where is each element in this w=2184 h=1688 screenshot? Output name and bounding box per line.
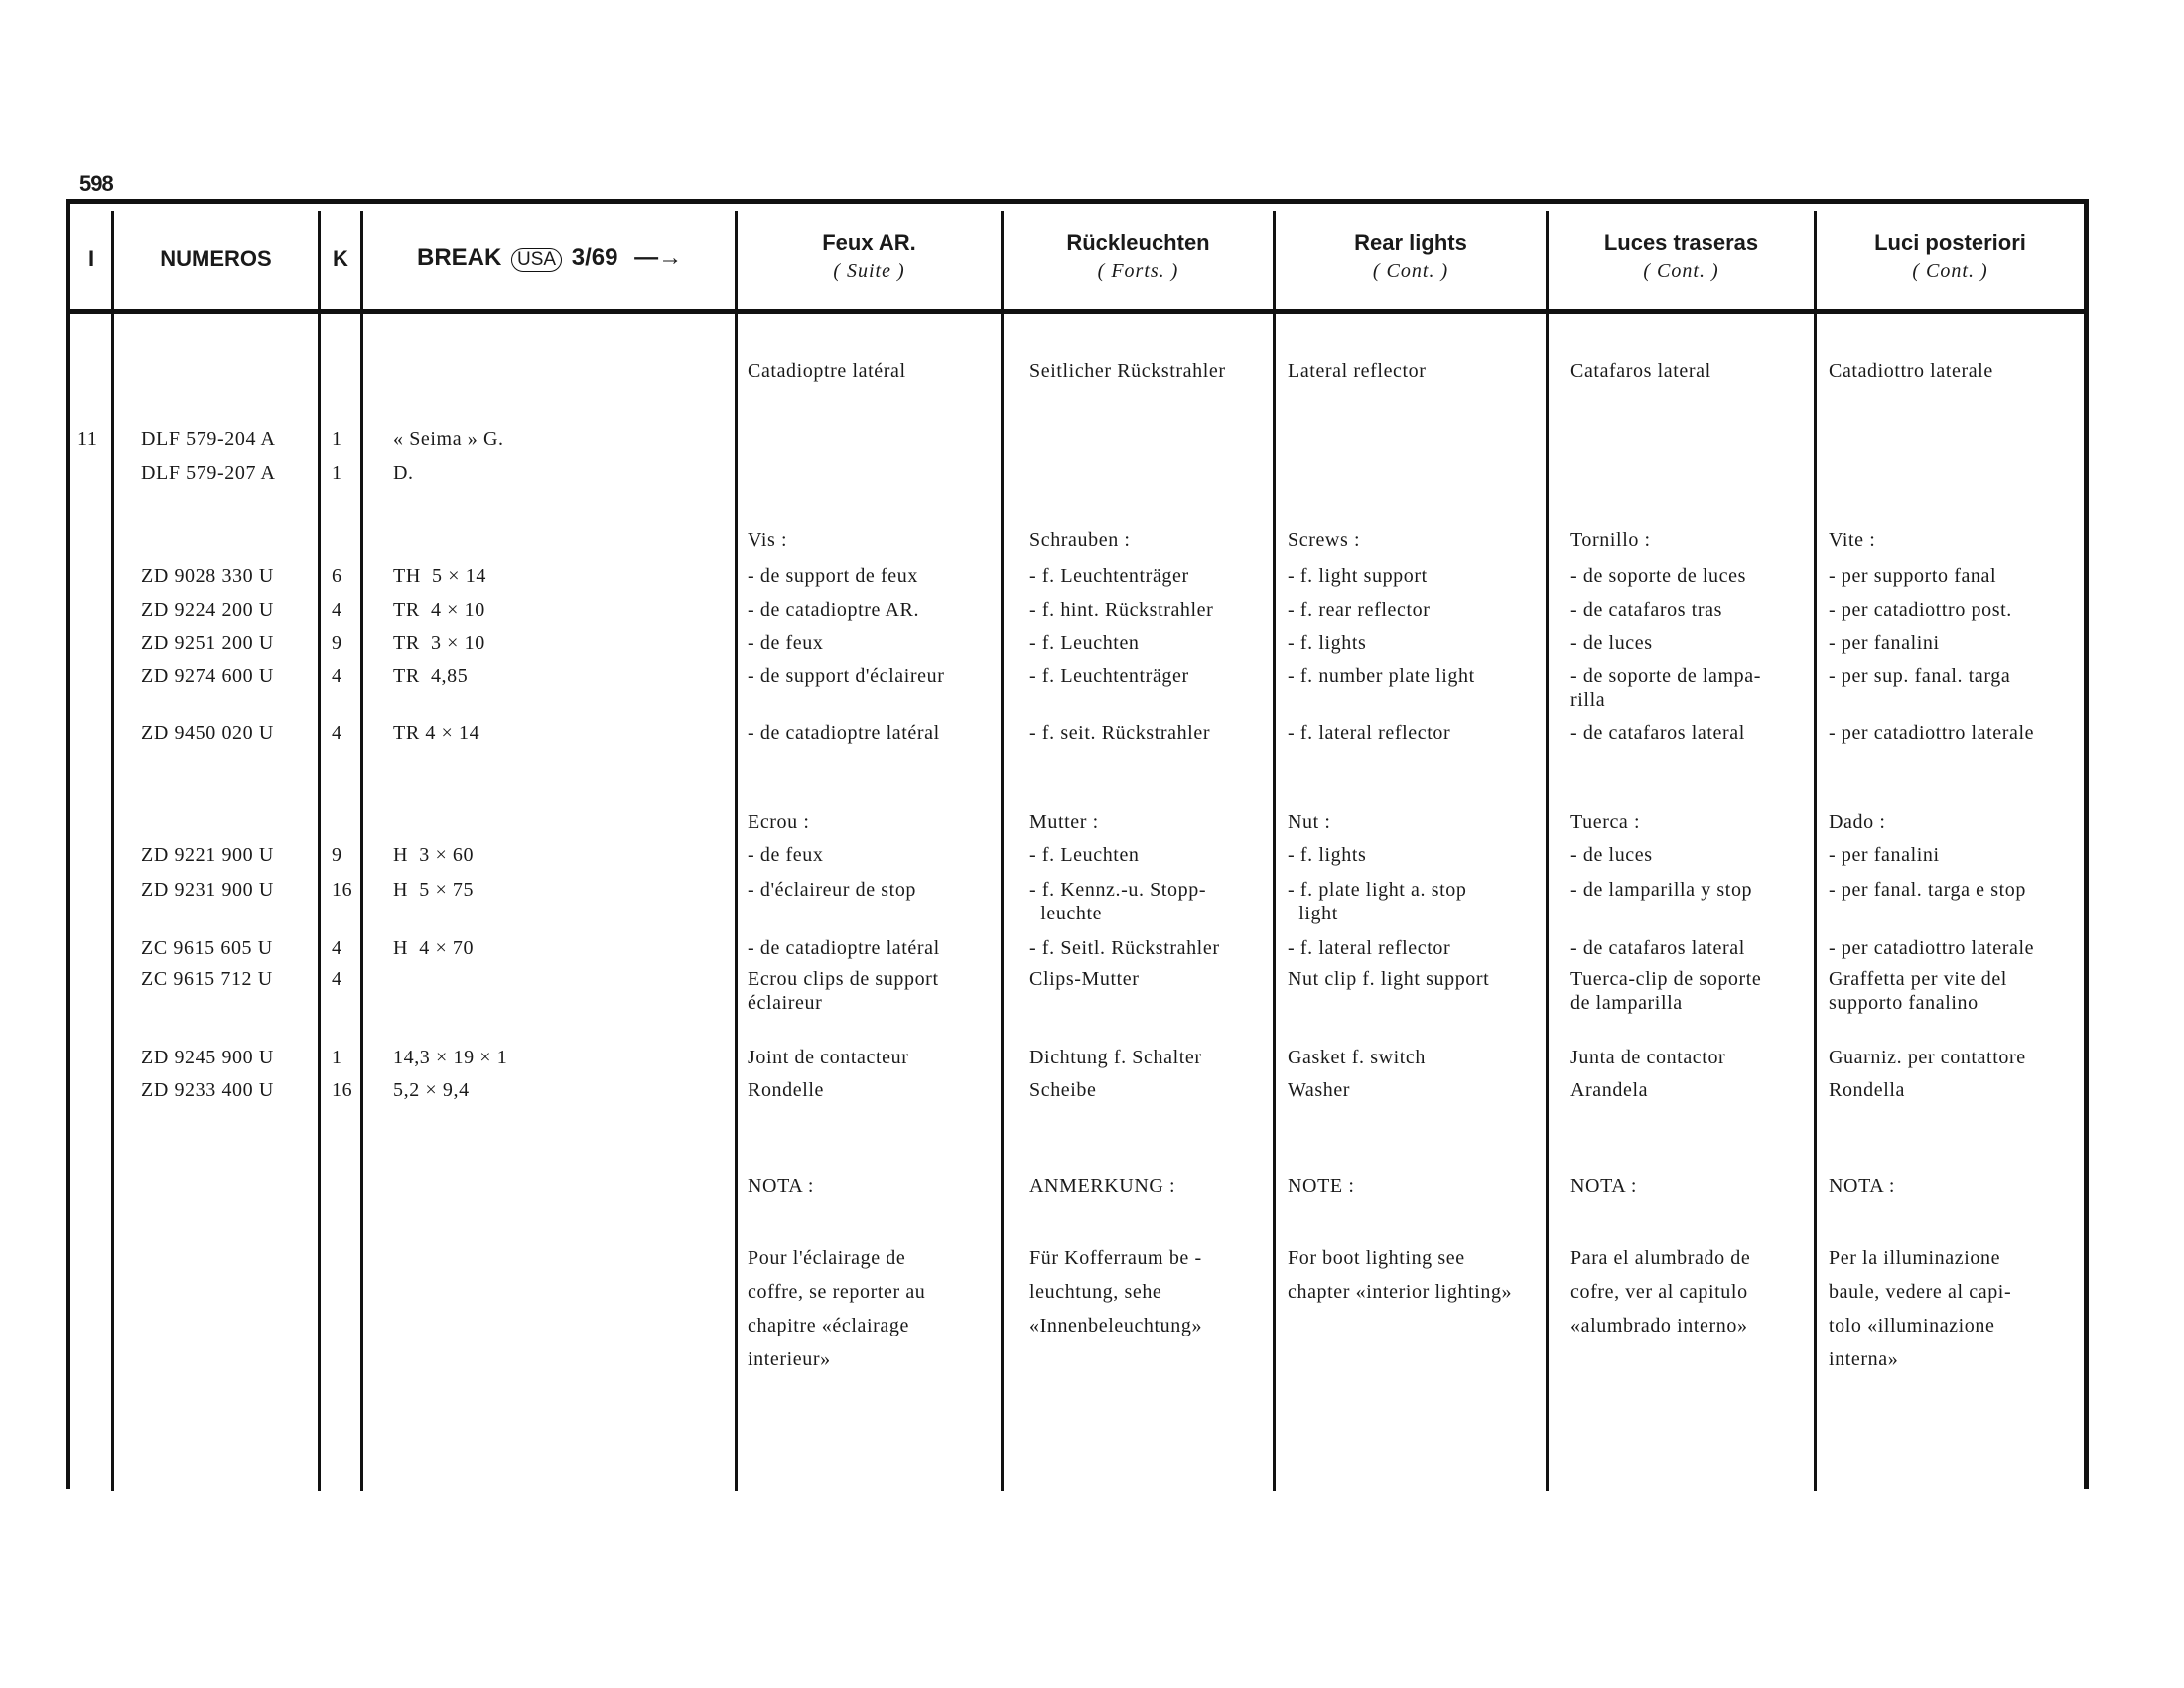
header-lang-en-sub: ( Cont. ) — [1372, 260, 1449, 282]
table-cell-de: - f. Leuchtenträger — [1029, 665, 1189, 687]
table-cell-num: ZD 9224 200 U — [141, 599, 274, 621]
header-lang-en — [1276, 230, 1546, 283]
table-cell-fr: - de catadioptre AR. — [748, 599, 920, 621]
table-cell-en: - f. lights — [1288, 633, 1367, 654]
table-cell-it: - per fanalini — [1829, 633, 1940, 654]
table-cell-fr: - de support de feux — [748, 565, 918, 587]
table-cell-desc: H 3 × 60 — [393, 844, 475, 866]
table-cell-it: - per catadiottro laterale — [1829, 722, 2035, 744]
table-cell-en: For boot lighting see chapter «interior lighting» — [1288, 1247, 1513, 1303]
table-cell-it: - per sup. fanal. targa — [1829, 665, 2011, 687]
table-cell-k: 1 — [332, 428, 342, 450]
header-numeros-label: NUMEROS — [160, 246, 272, 271]
table-cell-de: Schrauben : — [1029, 529, 1131, 551]
table-cell-de: - f. Leuchten — [1029, 633, 1140, 654]
table-cell-it: - per catadiottro laterale — [1829, 937, 2035, 959]
table-cell-es: Tornillo : — [1570, 529, 1651, 551]
header-lang-it-sub: ( Cont. ) — [1912, 260, 1988, 282]
table-cell-desc: H 4 × 70 — [393, 937, 475, 959]
header-rule — [66, 309, 2089, 314]
table-cell-it: Dado : — [1829, 811, 1886, 833]
table-cell-de: Dichtung f. Schalter — [1029, 1047, 1202, 1068]
table-cell-desc: TR 3 × 10 — [393, 633, 485, 654]
table-cell-k: 4 — [332, 599, 342, 621]
table-cell-k: 9 — [332, 633, 342, 654]
page-number: 598 — [79, 171, 113, 196]
table-cell-num: ZC 9615 605 U — [141, 937, 273, 959]
col-divider-k — [360, 211, 363, 1491]
header-break-date: 3/69 — [571, 244, 618, 271]
col-divider-break — [735, 211, 738, 1491]
table-cell-de: Mutter : — [1029, 811, 1099, 833]
col-divider-en — [1546, 211, 1549, 1491]
table-cell-de: Seitlicher Rückstrahler — [1029, 360, 1226, 382]
table-cell-es: Catafaros lateral — [1570, 360, 1711, 382]
header-k — [321, 246, 360, 272]
table-cell-fr: Rondelle — [748, 1079, 825, 1101]
table-cell-de: Clips-Mutter — [1029, 968, 1140, 990]
table-cell-es: - de lamparilla y stop — [1570, 879, 1753, 901]
table-cell-en: - f. lateral reflector — [1288, 937, 1451, 959]
table-cell-es: - de catafaros tras — [1570, 599, 1722, 621]
col-divider-de — [1273, 211, 1276, 1491]
table-cell-desc: 14,3 × 19 × 1 — [393, 1047, 508, 1068]
table-cell-k: 16 — [332, 1079, 353, 1101]
table-cell-en: Washer — [1288, 1079, 1351, 1101]
header-index — [69, 246, 113, 272]
table-cell-de: - f. seit. Rückstrahler — [1029, 722, 1211, 744]
table-cell-fr: Ecrou clips de support éclaireur — [748, 968, 939, 1014]
table-cell-de: - f. Leuchtenträger — [1029, 565, 1189, 587]
table-cell-fr: - de catadioptre latéral — [748, 937, 940, 959]
header-k-label: K — [333, 246, 348, 271]
table-cell-fr: - de support d'éclaireur — [748, 665, 945, 687]
table-cell-num: ZD 9274 600 U — [141, 665, 274, 687]
header-lang-it-title: Luci posteriori — [1874, 230, 2026, 255]
table-cell-it: Vite : — [1829, 529, 1876, 551]
table-cell-es: Tuerca-clip de soporte de lamparilla — [1570, 968, 1762, 1014]
table-cell-num: DLF 579-207 A — [141, 462, 276, 484]
header-lang-fr-title: Feux AR. — [822, 230, 916, 255]
header-lang-de-title: Rückleuchten — [1066, 230, 1210, 255]
table-cell-k: 9 — [332, 844, 342, 866]
table-cell-fr: Catadioptre latéral — [748, 360, 906, 382]
col-divider-index — [111, 211, 114, 1491]
table-cell-desc: TR 4 × 14 — [393, 722, 480, 744]
table-cell-k: 4 — [332, 665, 342, 687]
table-cell-es: Para el alumbrado de cofre, ver al capitulo «alumbrado interno» — [1570, 1247, 1751, 1336]
table-cell-it: NOTA : — [1829, 1175, 1895, 1196]
header-lang-en-title: Rear lights — [1354, 230, 1467, 255]
table-cell-it: Graffetta per vite del supporto fanalino — [1829, 968, 2007, 1014]
table-cell-de: - f. Leuchten — [1029, 844, 1140, 866]
table-cell-k: 4 — [332, 968, 342, 990]
header-numeros — [114, 246, 318, 272]
table-cell-en: - f. lateral reflector — [1288, 722, 1451, 744]
header-break-label: BREAK — [417, 244, 502, 271]
col-divider-numeros — [318, 211, 321, 1491]
table-cell-en: Lateral reflector — [1288, 360, 1427, 382]
table-cell-es: - de soporte de lampa- rilla — [1570, 665, 1762, 711]
table-cell-de: ANMERKUNG : — [1029, 1175, 1176, 1196]
table-cell-k: 1 — [332, 1047, 342, 1068]
table-cell-es: Arandela — [1570, 1079, 1649, 1101]
header-lang-fr — [738, 230, 1001, 283]
table-cell-de: - f. hint. Rückstrahler — [1029, 599, 1214, 621]
frame-left-line — [66, 199, 70, 1489]
table-cell-it: - per catadiottro post. — [1829, 599, 2012, 621]
usa-badge: USA — [511, 248, 562, 272]
top-rule — [66, 199, 2089, 204]
table-cell-en: Nut clip f. light support — [1288, 968, 1490, 990]
table-cell-k: 16 — [332, 879, 353, 901]
table-cell-es: - de luces — [1570, 633, 1653, 654]
table-cell-es: - de catafaros lateral — [1570, 722, 1745, 744]
header-lang-de-sub: ( Forts. ) — [1097, 260, 1179, 282]
table-cell-k: 1 — [332, 462, 342, 484]
table-cell-k: 4 — [332, 937, 342, 959]
table-cell-it: Guarniz. per contattore — [1829, 1047, 2026, 1068]
header-lang-it — [1817, 230, 2084, 283]
table-cell-fr: - de feux — [748, 844, 824, 866]
table-cell-num: ZD 9231 900 U — [141, 879, 274, 901]
table-cell-en: - f. lights — [1288, 844, 1367, 866]
header-lang-es-sub: ( Cont. ) — [1643, 260, 1719, 282]
table-cell-de: - f. Seitl. Rückstrahler — [1029, 937, 1220, 959]
table-cell-it: Rondella — [1829, 1079, 1906, 1101]
table-cell-num: ZD 9450 020 U — [141, 722, 274, 744]
table-cell-desc: TH 5 × 14 — [393, 565, 486, 587]
table-cell-desc: H 5 × 75 — [393, 879, 475, 901]
table-cell-fr: Pour l'éclairage de coffre, se reporter au chapitre «éclairage interieur» — [748, 1247, 926, 1370]
table-cell-en: Screws : — [1288, 529, 1361, 551]
table-cell-desc: « Seima » G. — [393, 428, 504, 450]
header-break — [417, 244, 682, 272]
table-cell-desc: D. — [393, 462, 414, 484]
table-cell-num: ZD 9233 400 U — [141, 1079, 274, 1101]
table-cell-es: Tuerca : — [1570, 811, 1641, 833]
table-cell-en: - f. light support — [1288, 565, 1428, 587]
table-cell-it: Per la illuminazione baule, vedere al capi- tolo «illuminazione interna» — [1829, 1247, 2012, 1370]
table-cell-it: - per supporto fanal — [1829, 565, 1997, 587]
table-cell-num: ZD 9251 200 U — [141, 633, 274, 654]
table-cell-num: ZC 9615 712 U — [141, 968, 273, 990]
col-divider-fr — [1001, 211, 1004, 1491]
table-cell-de: Für Kofferraum be - leuchtung, sehe «Innenbeleuchtung» — [1029, 1247, 1203, 1336]
table-cell-it: - per fanalini — [1829, 844, 1940, 866]
table-cell-fr: - d'éclaireur de stop — [748, 879, 917, 901]
table-cell-es: NOTA : — [1570, 1175, 1637, 1196]
table-cell-en: Gasket f. switch — [1288, 1047, 1427, 1068]
table-cell-es: Junta de contactor — [1570, 1047, 1726, 1068]
table-cell-k: 4 — [332, 722, 342, 744]
header-lang-es-title: Luces traseras — [1603, 230, 1759, 255]
table-cell-fr: Ecrou : — [748, 811, 810, 833]
table-cell-es: - de catafaros lateral — [1570, 937, 1745, 959]
table-cell-k: 6 — [332, 565, 342, 587]
table-cell-desc: 5,2 × 9,4 — [393, 1079, 470, 1101]
table-cell-es: - de luces — [1570, 844, 1653, 866]
header-lang-es — [1549, 230, 1814, 283]
table-cell-num: ZD 9221 900 U — [141, 844, 274, 866]
table-cell-fr: Vis : — [748, 529, 788, 551]
header-index-label: I — [87, 246, 95, 271]
table-cell-en: - f. number plate light — [1288, 665, 1475, 687]
table-cell-num: ZD 9028 330 U — [141, 565, 274, 587]
table-cell-it: Catadiottro laterale — [1829, 360, 1993, 382]
table-cell-fr: Joint de contacteur — [748, 1047, 909, 1068]
table-cell-fr: - de catadioptre latéral — [748, 722, 940, 744]
arrow-right-icon: —→ — [634, 244, 683, 271]
table-cell-en: - f. plate light a. stop light — [1288, 879, 1467, 924]
table-cell-en: - f. rear reflector — [1288, 599, 1431, 621]
table-cell-en: NOTE : — [1288, 1175, 1355, 1196]
table-cell-es: - de soporte de luces — [1570, 565, 1746, 587]
table-cell-num: ZD 9245 900 U — [141, 1047, 274, 1068]
header-lang-fr-sub: ( Suite ) — [833, 260, 905, 282]
table-cell-fr: - de feux — [748, 633, 824, 654]
col-divider-es — [1814, 211, 1817, 1491]
table-cell-desc: TR 4,85 — [393, 665, 469, 687]
frame-right-line — [2084, 199, 2089, 1489]
table-cell-de: - f. Kennz.-u. Stopp- leuchte — [1029, 879, 1207, 924]
table-cell-de: Scheibe — [1029, 1079, 1097, 1101]
header-lang-de — [1004, 230, 1273, 283]
table-cell-en: Nut : — [1288, 811, 1331, 833]
table-cell-desc: TR 4 × 10 — [393, 599, 485, 621]
table-cell-it: - per fanal. targa e stop — [1829, 879, 2026, 901]
table-cell-fr: NOTA : — [748, 1175, 814, 1196]
table-cell-num: DLF 579-204 A — [141, 428, 276, 450]
table-cell-index: 11 — [77, 428, 98, 450]
